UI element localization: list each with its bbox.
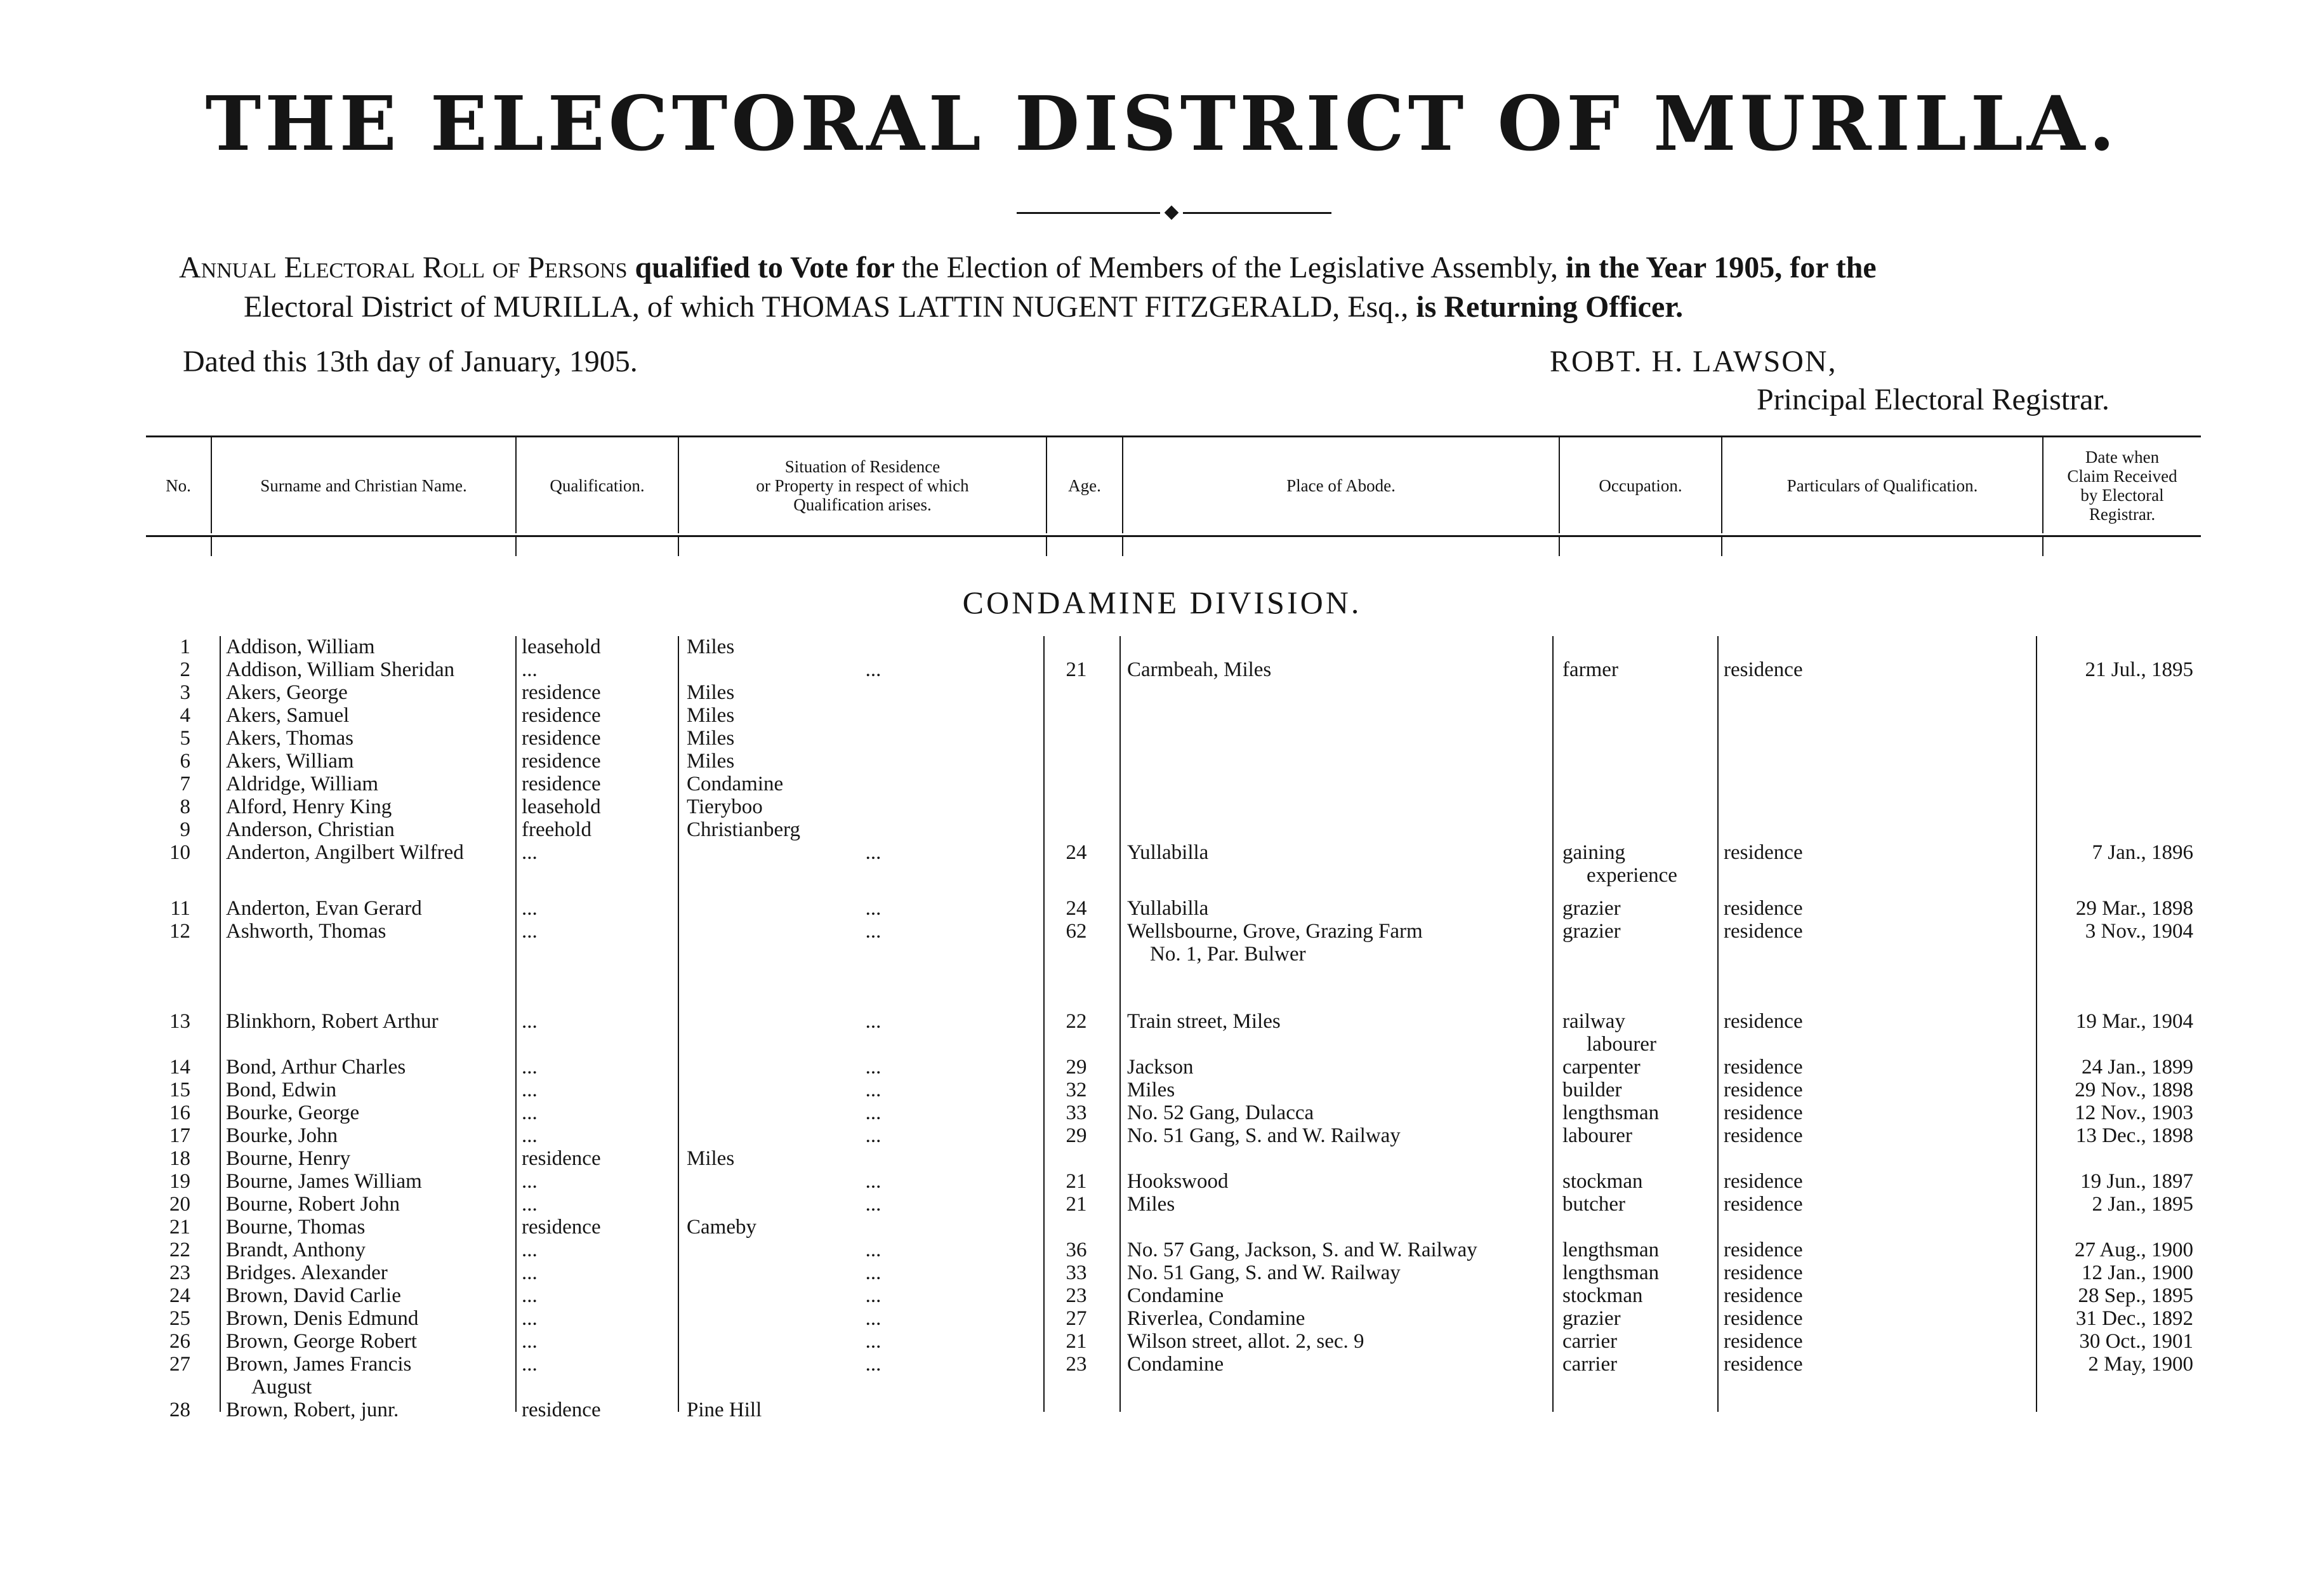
header-qualification: Qualification.	[550, 476, 645, 495]
age: 29	[1066, 1124, 1087, 1147]
qualification: ...	[522, 1079, 538, 1101]
qualification: leasehold	[522, 795, 601, 818]
claim-date: 21 Jul., 1895	[2085, 658, 2193, 681]
table-row	[0, 1055, 2324, 1080]
qualification: ...	[522, 920, 538, 943]
place-of-abode: Train street, Miles	[1127, 1010, 1281, 1033]
claim-date: 12 Jan., 1900	[2082, 1261, 2193, 1284]
elector-name: Bridges. Alexander	[226, 1261, 388, 1284]
qualification: residence	[522, 1216, 601, 1239]
situation-dots: ...	[865, 1010, 881, 1033]
qualification: ...	[522, 897, 538, 920]
occupation: railway	[1562, 1010, 1625, 1033]
row-number: 12	[169, 920, 190, 943]
age: 22	[1066, 1010, 1087, 1033]
claim-date: 28 Sep., 1895	[2078, 1284, 2193, 1307]
age: 23	[1066, 1284, 1087, 1307]
situation: Christianberg	[687, 818, 801, 841]
occupation-continued: labourer	[1587, 1033, 1656, 1056]
elector-name: Akers, William	[226, 750, 354, 773]
elector-name: Brown, David Carlie	[226, 1284, 401, 1307]
table-row	[0, 1284, 2324, 1309]
elector-name: Addison, William Sheridan	[226, 658, 455, 681]
place-of-abode: Miles	[1127, 1193, 1175, 1216]
divider-stub	[515, 537, 517, 556]
qualification: ...	[522, 1284, 538, 1307]
claim-date: 31 Dec., 1892	[2075, 1307, 2193, 1330]
situation-dots: ...	[865, 1239, 881, 1261]
elector-name: Brown, James Francis	[226, 1353, 412, 1376]
claim-date: 24 Jan., 1899	[2082, 1056, 2193, 1079]
elector-name: Anderton, Angilbert Wilfred	[226, 841, 464, 864]
age: 62	[1066, 920, 1087, 943]
situation-dots: ...	[865, 841, 881, 864]
particulars: residence	[1724, 1079, 1803, 1101]
signer-title: Principal Electoral Registrar.	[1757, 383, 2109, 416]
situation-dots: ...	[865, 1261, 881, 1284]
divider-stub	[211, 537, 212, 556]
situation-dots: ...	[865, 1353, 881, 1376]
place-of-abode: No. 52 Gang, Dulacca	[1127, 1101, 1314, 1124]
claim-date: 30 Oct., 1901	[2079, 1330, 2193, 1353]
elector-name: Blinkhorn, Robert Arthur	[226, 1010, 439, 1033]
intro-year: in the Year 1905, for the	[1557, 251, 1877, 284]
row-number: 22	[169, 1239, 190, 1261]
row-number: 19	[169, 1170, 190, 1193]
place-of-abode: Miles	[1127, 1079, 1175, 1101]
claim-date: 19 Jun., 1897	[2080, 1170, 2193, 1193]
claim-date: 2 May, 1900	[2088, 1353, 2193, 1376]
table-row	[0, 1352, 2324, 1399]
age: 36	[1066, 1239, 1087, 1261]
row-number: 23	[169, 1261, 190, 1284]
age: 21	[1066, 1193, 1087, 1216]
row-number: 14	[169, 1056, 190, 1079]
row-number: 13	[169, 1010, 190, 1033]
situation-dots: ...	[865, 1056, 881, 1079]
elector-name: Bourke, John	[226, 1124, 338, 1147]
table-row	[0, 1192, 2324, 1218]
header-particulars: Particulars of Qualification.	[1786, 476, 1978, 495]
qualification: residence	[522, 1147, 601, 1170]
particulars: residence	[1724, 1101, 1803, 1124]
table-row	[0, 1169, 2324, 1195]
table-row	[0, 703, 2324, 729]
diamond-ornament-icon	[1165, 206, 1179, 220]
situation: Miles	[687, 750, 735, 773]
qualification: ...	[522, 1193, 538, 1216]
claim-date: 3 Nov., 1904	[2085, 920, 2193, 943]
qualification: ...	[522, 1353, 538, 1376]
situation-dots: ...	[865, 1284, 881, 1307]
table-row	[0, 1101, 2324, 1126]
occupation: carrier	[1562, 1353, 1618, 1376]
particulars: residence	[1724, 920, 1803, 943]
elector-name: Brown, Robert, junr.	[226, 1399, 399, 1421]
occupation: grazier	[1562, 1307, 1621, 1330]
row-number: 16	[169, 1101, 190, 1124]
particulars: residence	[1724, 1010, 1803, 1033]
situation-dots: ...	[865, 1307, 881, 1330]
qualification: ...	[522, 841, 538, 864]
situation-dots: ...	[865, 920, 881, 943]
header-situation: Situation of Residence or Property in respect of which Qualification arises.	[756, 457, 969, 514]
table-row	[0, 1261, 2324, 1286]
occupation: farmer	[1562, 658, 1618, 681]
name-continued: August	[251, 1376, 312, 1399]
qualification: ...	[522, 1170, 538, 1193]
elector-name: Bourke, George	[226, 1101, 360, 1124]
divider-stub	[1046, 537, 1047, 556]
row-number: 26	[169, 1330, 190, 1353]
row-number: 6	[180, 750, 190, 773]
qualification: residence	[522, 727, 601, 750]
situation-dots: ...	[865, 1193, 881, 1216]
occupation: labourer	[1562, 1124, 1632, 1147]
table-row	[0, 1215, 2324, 1240]
claim-date: 29 Mar., 1898	[2075, 897, 2193, 920]
divider-stub	[2042, 537, 2043, 556]
situation: Miles	[687, 727, 735, 750]
particulars: residence	[1724, 1193, 1803, 1216]
elector-name: Bond, Edwin	[226, 1079, 337, 1101]
age: 21	[1066, 658, 1087, 681]
occupation: carpenter	[1562, 1056, 1641, 1079]
table-row	[0, 1124, 2324, 1149]
intro-election: the Election of Members of the Legislative Assembly,	[902, 251, 1558, 284]
situation-dots: ...	[865, 658, 881, 681]
divider-stub	[1559, 537, 1560, 556]
particulars: residence	[1724, 1170, 1803, 1193]
age: 33	[1066, 1261, 1087, 1284]
particulars: residence	[1724, 1239, 1803, 1261]
place-of-abode: Condamine	[1127, 1284, 1224, 1307]
age: 32	[1066, 1079, 1087, 1101]
occupation: butcher	[1562, 1193, 1625, 1216]
intro-line-1	[179, 250, 1877, 286]
occupation: lengthsman	[1562, 1239, 1660, 1261]
elector-name: Brown, George Robert	[226, 1330, 417, 1353]
elector-name: Akers, Samuel	[226, 704, 350, 727]
qualification: leasehold	[522, 635, 601, 658]
situation: Miles	[687, 681, 735, 704]
age: 33	[1066, 1101, 1087, 1124]
row-number: 5	[180, 727, 190, 750]
table-row	[0, 749, 2324, 774]
row-number: 10	[169, 841, 190, 864]
intro-district: Electoral District of MURILLA, of which THOMAS LATTIN NUGENT FITZGERALD, Esq.,	[244, 290, 1409, 324]
qualification: ...	[522, 1307, 538, 1330]
qualification: ...	[522, 1101, 538, 1124]
row-number: 15	[169, 1079, 190, 1101]
particulars: residence	[1724, 1284, 1803, 1307]
table-row	[0, 919, 2324, 966]
claim-date: 13 Dec., 1898	[2075, 1124, 2193, 1147]
row-number: 17	[169, 1124, 190, 1147]
particulars: residence	[1724, 1330, 1803, 1353]
situation: Pine Hill	[687, 1399, 762, 1421]
qualification: ...	[522, 1124, 538, 1147]
elector-name: Bourne, Henry	[226, 1147, 351, 1170]
signer-name: ROBT. H. LAWSON,	[1550, 345, 1837, 378]
occupation: grazier	[1562, 897, 1621, 920]
elector-name: Brandt, Anthony	[226, 1239, 366, 1261]
row-number: 4	[180, 704, 190, 727]
row-number: 24	[169, 1284, 190, 1307]
header-bottom-rule	[146, 535, 2201, 537]
header-age: Age.	[1068, 476, 1101, 495]
particulars: residence	[1724, 1124, 1803, 1147]
elector-name: Akers, George	[226, 681, 348, 704]
qualification: freehold	[522, 818, 591, 841]
age: 29	[1066, 1056, 1087, 1079]
intro-heading: Annual Electoral Roll of Persons	[179, 251, 628, 284]
occupation: stockman	[1562, 1284, 1643, 1307]
occupation: stockman	[1562, 1170, 1643, 1193]
header-name: Surname and Christian Name.	[260, 476, 467, 495]
division-heading: CONDAMINE DIVISION.	[962, 585, 1362, 620]
claim-date: 27 Aug., 1900	[2074, 1239, 2193, 1261]
table-row	[0, 896, 2324, 922]
situation-dots: ...	[865, 1124, 881, 1147]
intro-line-2	[244, 289, 1683, 325]
qualification: residence	[522, 681, 601, 704]
place-of-abode: Wilson street, allot. 2, sec. 9	[1127, 1330, 1364, 1353]
elector-name: Aldridge, William	[226, 773, 379, 795]
row-number: 18	[169, 1147, 190, 1170]
age: 27	[1066, 1307, 1087, 1330]
qualification: ...	[522, 1056, 538, 1079]
table-row	[0, 1009, 2324, 1056]
elector-name: Bourne, Robert John	[226, 1193, 400, 1216]
qualification: residence	[522, 773, 601, 795]
row-number: 8	[180, 795, 190, 818]
place-of-abode: Condamine	[1127, 1353, 1224, 1376]
place-of-abode: Hookswood	[1127, 1170, 1229, 1193]
claim-date: 29 Nov., 1898	[2075, 1079, 2193, 1101]
elector-name: Addison, William	[226, 635, 375, 658]
row-number: 25	[169, 1307, 190, 1330]
particulars: residence	[1724, 1056, 1803, 1079]
table-top-rule	[146, 435, 2201, 437]
elector-name: Akers, Thomas	[226, 727, 354, 750]
age: 24	[1066, 897, 1087, 920]
row-number: 1	[180, 635, 190, 658]
divider-stub	[678, 537, 679, 556]
place-of-abode: Riverlea, Condamine	[1127, 1307, 1305, 1330]
elector-name: Ashworth, Thomas	[226, 920, 386, 943]
row-number: 28	[169, 1399, 190, 1421]
table-row	[0, 795, 2324, 820]
situation: Condamine	[687, 773, 784, 795]
situation-dots: ...	[865, 1101, 881, 1124]
occupation: builder	[1562, 1079, 1622, 1101]
header-place: Place of Abode.	[1286, 476, 1396, 495]
situation-dots: ...	[865, 1330, 881, 1353]
row-number: 21	[169, 1216, 190, 1239]
place-of-abode: No. 51 Gang, S. and W. Railway	[1127, 1124, 1401, 1147]
qualification: residence	[522, 704, 601, 727]
page-title: THE ELECTORAL DISTRICT OF MURILLA.	[205, 79, 2119, 168]
claim-date: 7 Jan., 1896	[2092, 841, 2193, 864]
elector-name: Bond, Arthur Charles	[226, 1056, 406, 1079]
table-row	[0, 841, 2324, 887]
age: 21	[1066, 1330, 1087, 1353]
situation: Tieryboo	[687, 795, 763, 818]
particulars: residence	[1724, 1261, 1803, 1284]
header-no: No.	[166, 476, 191, 495]
qualification: ...	[522, 1010, 538, 1033]
table-row	[0, 818, 2324, 843]
qualification: residence	[522, 750, 601, 773]
particulars: residence	[1724, 658, 1803, 681]
row-number: 20	[169, 1193, 190, 1216]
qualification: ...	[522, 1239, 538, 1261]
place-of-abode: No. 51 Gang, S. and W. Railway	[1127, 1261, 1401, 1284]
header-date: Date when Claim Received by Electoral Registrar.	[2067, 448, 2177, 524]
situation: Miles	[687, 704, 735, 727]
intro-returning-officer: is Returning Officer.	[1408, 290, 1684, 324]
row-number: 27	[169, 1353, 190, 1376]
table-row	[0, 1329, 2324, 1355]
row-number: 11	[170, 897, 190, 920]
qualification: ...	[522, 1330, 538, 1353]
occupation: lengthsman	[1562, 1101, 1660, 1124]
table-row	[0, 681, 2324, 706]
table-row	[0, 726, 2324, 752]
row-number: 9	[180, 818, 190, 841]
dated-line: Dated this 13th day of January, 1905.	[183, 345, 638, 378]
claim-date: 12 Nov., 1903	[2075, 1101, 2193, 1124]
row-number: 3	[180, 681, 190, 704]
occupation: gaining	[1562, 841, 1625, 864]
row-number: 2	[180, 658, 190, 681]
situation: Miles	[687, 635, 735, 658]
divider-stub	[1122, 537, 1123, 556]
header-occupation: Occupation.	[1599, 476, 1682, 495]
table-row	[0, 658, 2324, 683]
qualification: residence	[522, 1399, 601, 1421]
particulars: residence	[1724, 897, 1803, 920]
situation: Miles	[687, 1147, 735, 1170]
occupation: grazier	[1562, 920, 1621, 943]
elector-name: Anderson, Christian	[226, 818, 395, 841]
table-row	[0, 1146, 2324, 1172]
table-row	[0, 1398, 2324, 1423]
place-continued: No. 1, Par. Bulwer	[1150, 943, 1306, 966]
situation-dots: ...	[865, 1170, 881, 1193]
table-row	[0, 772, 2324, 797]
occupation: carrier	[1562, 1330, 1618, 1353]
place-of-abode: Jackson	[1127, 1056, 1194, 1079]
situation-dots: ...	[865, 1079, 881, 1101]
place-of-abode: Wellsbourne, Grove, Grazing Farm	[1127, 920, 1423, 943]
table-row	[0, 635, 2324, 660]
occupation: lengthsman	[1562, 1261, 1660, 1284]
age: 24	[1066, 841, 1087, 864]
table-row	[0, 1078, 2324, 1103]
elector-name: Brown, Denis Edmund	[226, 1307, 419, 1330]
intro-qualified: qualified to Vote for	[627, 251, 902, 284]
place-of-abode: Carmbeah, Miles	[1127, 658, 1272, 681]
elector-name: Alford, Henry King	[226, 795, 392, 818]
elector-name: Bourne, James William	[226, 1170, 422, 1193]
ornamental-rule	[1017, 206, 1331, 220]
qualification: ...	[522, 1261, 538, 1284]
elector-name: Anderton, Evan Gerard	[226, 897, 422, 920]
particulars: residence	[1724, 1307, 1803, 1330]
table-row	[0, 1306, 2324, 1332]
place-of-abode: Yullabilla	[1127, 841, 1209, 864]
row-number: 7	[180, 773, 190, 795]
place-of-abode: Yullabilla	[1127, 897, 1209, 920]
divider-stub	[1721, 537, 1722, 556]
occupation-continued: experience	[1587, 864, 1677, 887]
particulars: residence	[1724, 841, 1803, 864]
situation-dots: ...	[865, 897, 881, 920]
age: 21	[1066, 1170, 1087, 1193]
place-of-abode: No. 57 Gang, Jackson, S. and W. Railway	[1127, 1239, 1477, 1261]
age: 23	[1066, 1353, 1087, 1376]
claim-date: 2 Jan., 1895	[2092, 1193, 2193, 1216]
claim-date: 19 Mar., 1904	[2075, 1010, 2193, 1033]
elector-name: Bourne, Thomas	[226, 1216, 366, 1239]
particulars: residence	[1724, 1353, 1803, 1376]
table-row	[0, 1238, 2324, 1263]
situation: Cameby	[687, 1216, 756, 1239]
qualification: ...	[522, 658, 538, 681]
